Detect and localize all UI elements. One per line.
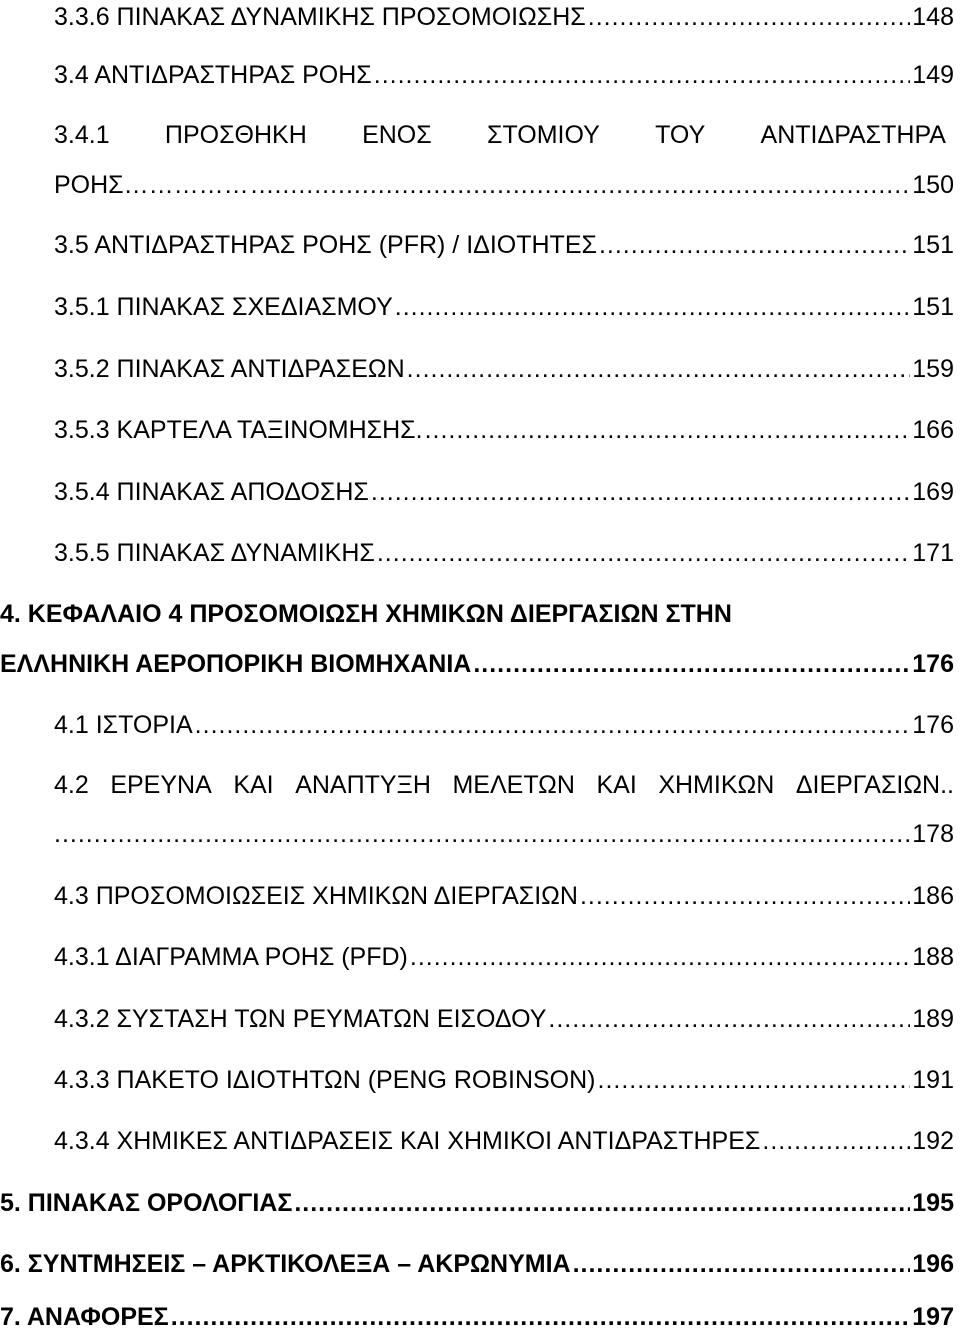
- toc-entry[interactable]: [54, 168, 954, 202]
- toc-word: 3.4.1: [54, 121, 110, 149]
- toc-entry-label: 4.3.4 ΧΗΜΙΚΕΣ ΑΝΤΙΔΡΑΣΕΙΣ ΚΑΙ ΧΗΜΙΚΟΙ ΑΝΤΙΔΡΑΣΤΗΡΕΣ: [54, 1127, 761, 1155]
- toc-entry-label: 3.3.6 ΠΙΝΑΚΑΣ ΔΥΝΑΜΙΚΗΣ ΠΡΟΣΟΜΟΙΩΣΗΣ: [54, 3, 586, 31]
- toc-entry[interactable]: [54, 940, 954, 974]
- toc-entry-page: 150: [912, 171, 954, 199]
- toc-word: ΚΑΙ: [233, 771, 274, 799]
- toc-entry-label: 3.5 ΑΝΤΙΔΡΑΣΤΗΡΑΣ ΡΟΗΣ (PFR) / ΙΔΙΟΤΗΤΕΣ: [54, 231, 597, 259]
- toc-entry-label: 5. ΠΙΝΑΚΑΣ ΟΡΟΛΟΓΙΑΣ: [0, 1189, 293, 1217]
- toc-entry-page: 178: [912, 820, 954, 848]
- toc-leader-dots: [598, 1063, 911, 1097]
- toc-leader-dots: [395, 290, 911, 324]
- toc-entry-label: 3.5.3 ΚΑΡΤΕΛΑ ΤΑΞΙΝΟΜΗΣΗΣ.: [54, 416, 423, 444]
- toc-word: ΜΕΛΕΤΩΝ: [452, 771, 575, 799]
- toc-entry[interactable]: [0, 1247, 954, 1281]
- toc-leader-dots: [407, 352, 911, 386]
- toc-entry[interactable]: [54, 413, 954, 447]
- toc-entry[interactable]: [0, 647, 954, 681]
- toc-word: ΕΡΕΥΝΑ: [110, 771, 212, 799]
- toc-entry[interactable]: [54, 0, 954, 34]
- toc-entry-label: 4.1 ΙΣΤΟΡΙΑ: [54, 711, 193, 739]
- toc-entry[interactable]: [0, 1300, 954, 1334]
- toc-entry-label: 6. ΣΥΝΤΜΗΣΕΙΣ – ΑΡΚΤΙΚΟΛΕΞΑ – ΑΚΡΩΝΥΜΙΑ: [0, 1250, 571, 1278]
- toc-word: ΣΤΟΜΙΟΥ: [487, 121, 600, 149]
- toc-entry-label: 3.5.5 ΠΙΝΑΚΑΣ ΔΥΝΑΜΙΚΗΣ: [54, 539, 375, 567]
- toc-leader-dots: [473, 647, 910, 681]
- toc-entry-page: 191: [912, 1066, 954, 1094]
- toc-entry-page: 169: [912, 478, 954, 506]
- toc-entry-page: 176: [912, 711, 954, 739]
- toc-entry-label: 4.3.2 ΣΥΣΤΑΣΗ ΤΩΝ ΡΕΥΜΑΤΩΝ ΕΙΣΟΔΟΥ: [54, 1005, 547, 1033]
- toc-entry-page: 159: [912, 355, 954, 383]
- toc-entry[interactable]: [54, 58, 954, 92]
- toc-entry-page: 189: [912, 1005, 954, 1033]
- toc-leader-dots: [251, 168, 911, 202]
- toc-entry-line1[interactable]: [54, 768, 954, 802]
- toc-word: ΑΝΤΙΔΡΑΣΤΗΡΑ: [760, 121, 946, 149]
- toc-entry[interactable]: [54, 817, 954, 851]
- toc-leader-dots: [294, 1186, 910, 1220]
- toc-leader-dots: [425, 413, 911, 447]
- toc-entry-page: 151: [912, 293, 954, 321]
- toc-word: ΕΝΟΣ: [362, 121, 432, 149]
- toc-entry-label: 4.3.1 ΔΙΑΓΡΑΜΜΑ ΡΟΗΣ (PFD): [54, 943, 408, 971]
- toc-entry-page: 186: [912, 882, 954, 910]
- toc-leader-dots: [580, 879, 910, 913]
- toc-entry-line1[interactable]: [54, 118, 946, 152]
- toc-leader-dots: [171, 1300, 911, 1334]
- toc-entry[interactable]: [54, 879, 954, 913]
- toc-entry[interactable]: [54, 475, 954, 509]
- toc-word: ΧΗΜΙΚΩΝ: [658, 771, 775, 799]
- toc-entry-page: 188: [912, 943, 954, 971]
- toc-word: 4.2: [54, 771, 89, 799]
- toc-entry-label: 3.4 ΑΝΤΙΔΡΑΣΤΗΡΑΣ ΡΟΗΣ: [54, 61, 372, 89]
- toc-entry-page: 149: [912, 61, 954, 89]
- toc-leader-dots: [374, 58, 911, 92]
- toc-leader-dots: [573, 1247, 911, 1281]
- toc-leader-dots: [377, 536, 910, 570]
- toc-entry-label: 3.5.2 ΠΙΝΑΚΑΣ ΑΝΤΙΔΡΑΣΕΩΝ: [54, 355, 405, 383]
- toc-entry[interactable]: [54, 1063, 954, 1097]
- toc-word: ΤΟΥ: [655, 121, 706, 149]
- toc-leader-dots: [195, 708, 911, 742]
- toc-leader-dots: [548, 1002, 910, 1036]
- toc-entry[interactable]: [54, 352, 954, 386]
- toc-entry[interactable]: [54, 228, 954, 262]
- toc-entry-page: 176: [912, 650, 954, 678]
- toc-entry-label: 7. ΑΝΑΦΟΡΕΣ: [0, 1303, 169, 1331]
- toc-entry[interactable]: [0, 1186, 954, 1220]
- toc-entry-page: 171: [912, 539, 954, 567]
- toc-entry[interactable]: [54, 708, 954, 742]
- toc-entry-page: 192: [912, 1127, 954, 1155]
- toc-entry-page: 196: [912, 1250, 954, 1278]
- toc-entry[interactable]: [54, 290, 954, 324]
- toc-leader-dots: [762, 1124, 910, 1158]
- toc-word: ΑΝΑΠΤΥΞΗ: [295, 771, 431, 799]
- toc-chapter-line1[interactable]: 4. ΚΕΦΑΛΑΙΟ 4 ΠΡΟΣΟΜΟΙΩΣΗ ΧΗΜΙΚΩΝ ΔΙΕΡΓΑΣΙΩΝ ΣΤΗΝ: [0, 600, 732, 628]
- toc-word: ΔΙΕΡΓΑΣΙΩΝ..: [795, 771, 954, 799]
- toc-entry-label: 4.3 ΠΡΟΣΟΜΟΙΩΣΕΙΣ ΧΗΜΙΚΩΝ ΔΙΕΡΓΑΣΙΩΝ: [54, 882, 578, 910]
- toc-leader-dots: [599, 228, 910, 262]
- toc-entry-page: 151: [912, 231, 954, 259]
- toc-entry[interactable]: [54, 1124, 954, 1158]
- toc-entry-label: 3.5.4 ΠΙΝΑΚΑΣ ΑΠΟΔΟΣΗΣ: [54, 478, 369, 506]
- toc-entry-label: ΕΛΛΗΝΙΚΗ ΑΕΡΟΠΟΡΙΚΗ ΒΙΟΜΗΧΑΝΙΑ: [0, 650, 472, 678]
- toc-entry-page: 197: [912, 1303, 954, 1331]
- toc-leader-dots: [54, 817, 910, 851]
- toc-word: ΠΡΟΣΘΗΚΗ: [164, 121, 307, 149]
- toc-leader-dots: [588, 0, 911, 34]
- toc-entry-label: 3.5.1 ΠΙΝΑΚΑΣ ΣΧΕΔΙΑΣΜΟΥ: [54, 293, 393, 321]
- toc-entry-label: ΡΟΗΣ……………: [54, 171, 249, 199]
- toc-entry-label: 4.3.3 ΠΑΚΕΤΟ ΙΔΙΟΤΗΤΩΝ (PENG ROBINSON): [54, 1066, 596, 1094]
- toc-entry-page: 166: [912, 416, 954, 444]
- toc-leader-dots: [410, 940, 910, 974]
- toc-entry-page: 195: [912, 1189, 954, 1217]
- toc-entry[interactable]: [54, 1002, 954, 1036]
- toc-entry[interactable]: [54, 536, 954, 570]
- toc-entry-page: 148: [912, 3, 954, 31]
- toc-leader-dots: [371, 475, 910, 509]
- toc-word: ΚΑΙ: [596, 771, 637, 799]
